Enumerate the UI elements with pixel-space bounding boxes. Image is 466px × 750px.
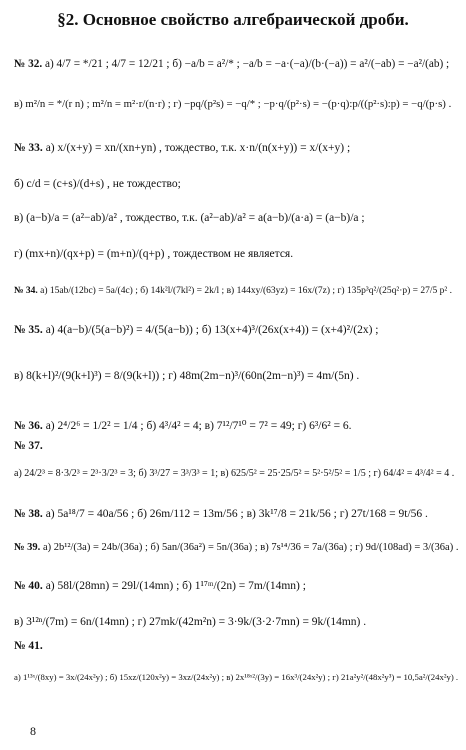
- exercise-text: а) 1¹³ˣ/(8xy) = 3x/(24x²y) ; б) 15xz/(120x²y) = 3xz/(24x²y) ; в) 2x¹⁸ˣ²/(3y) = 16x³/(24x²y) ; г) 21a²y²/(48x²y³) = 10,5a²/(24x²y) .: [14, 672, 459, 682]
- exercise-text: а) 2b¹²/(3a) = 24b/(36a) ; б) 5an/(36a²) = 5n/(36a) ; в) 7s¹⁴/36 = 7a/(36a) ; г) 9d/(108ad) = 3/(36a) .: [42, 542, 459, 553]
- exercise-number: № 34.: [14, 286, 38, 296]
- exercise-number: № 36.: [14, 420, 43, 432]
- exercise-number: № 37.: [14, 440, 43, 452]
- exercise-text: б) c/d = (c+s)/(d+s) , не тождество;: [14, 178, 181, 190]
- exercise-33b: [14, 178, 458, 190]
- exercise-number: № 35.: [14, 324, 43, 336]
- exercise-text: а) 4(a−b)/(5(a−b)²) = 4/(5(a−b)) ; б) 13(x+4)³/(26x(x+4)) = (x+4)²/(2x) ;: [45, 324, 379, 336]
- exercise-text: в) 3¹²ⁿ/(7m) = 6n/(14mn) ; г) 27mk/(42m²n) = 3·9k/(3·2·7mn) = 9k/(14mn) .: [14, 616, 367, 628]
- exercise-number: № 32.: [14, 58, 43, 70]
- exercise-38: [14, 508, 458, 520]
- exercise-37-heading: [14, 440, 458, 452]
- exercise-text: а) 5a¹⁸/7 = 40a/56 ; б) 26m/112 = 13m/56 ; в) 3k¹⁷/8 = 21k/56 ; г) 27t/168 = 9t/56 .: [45, 508, 428, 520]
- exercise-text: в) m²/n = */(r n) ; m²/n = m²·r/(n·r) ; г) −pq/(p²s) = −q/* ; −p·q/(p²·s) = −(p·q):p/((p²·s):p) = −q/(p·s) .: [14, 98, 452, 110]
- exercise-40a: [14, 580, 458, 592]
- exercise-37: [14, 468, 458, 479]
- exercise-number: № 39.: [14, 542, 41, 553]
- page-number: 8: [30, 724, 36, 738]
- exercise-text: г) (mx+n)/(qx+p) = (m+n)/(q+p) , тождеством не является.: [14, 248, 294, 260]
- exercise-text: а) x/(x+y) = xn/(xn+yn) , тождество, т.к. x·n/(n(x+y)) = x/(x+y) ;: [45, 142, 351, 154]
- exercise-text: а) 15ab/(12bc) = 5a/(4c) ; б) 14k²l/(7kl²) = 2k/l ; в) 144xy/(63yz) = 16x/(7z) ; г) 135p³q²/(25q²·p) = 27/5 p² .: [40, 286, 453, 296]
- exercise-39: [14, 542, 458, 553]
- exercise-number: № 40.: [14, 580, 43, 592]
- exercise-35a: [14, 324, 458, 336]
- exercise-33a: [14, 142, 458, 154]
- exercise-text: а) 24/2³ = 8·3/2³ = 2³·3/2³ = 3; б) 3³/27 = 3³/3³ = 1; в) 625/5² = 25·25/5² = 5²·5²/5² = 1/5 ; г) 64/4² = 4³/4² = 4 .: [14, 468, 455, 479]
- exercise-number: № 33.: [14, 142, 43, 154]
- exercise-text: а) 2⁴/2⁶ = 1/2² = 1/4 ; б) 4³/4² = 4; в) 7¹²/7¹⁰ = 7² = 49; г) 6³/6² = 6.: [45, 420, 352, 432]
- exercise-32b: [14, 98, 458, 110]
- exercise-41: [14, 672, 458, 682]
- exercise-33c: [14, 212, 458, 224]
- exercise-number: № 38.: [14, 508, 43, 520]
- exercise-41-heading: [14, 640, 458, 652]
- exercise-number: № 41.: [14, 640, 43, 652]
- exercise-36: [14, 418, 458, 432]
- exercise-32a: [14, 58, 458, 70]
- exercise-text: а) 58l/(28mn) = 29l/(14mn) ; б) 1¹⁷ᵐ/(2n) = 7m/(14mn) ;: [45, 580, 306, 592]
- exercise-40b: [14, 616, 458, 628]
- exercise-text: а) 4/7 = */21 ; 4/7 = 12/21 ; б) −a/b = a²/* ; −a/b = −a·(−a)/(b·(−a)) = a²/(−ab) = −a²/(ab) ;: [45, 58, 450, 70]
- exercise-34: [14, 286, 458, 296]
- exercise-35b: [14, 370, 458, 382]
- page-title: §2. Основное свойство алгебраической дроби.: [57, 10, 409, 29]
- exercise-text: в) 8(k+l)²/(9(k+l)³) = 8/(9(k+l)) ; г) 48m(2m−n)³/(60n(2m−n)³) = 4m/(5n) .: [14, 370, 360, 382]
- exercise-text: в) (a−b)/a = (a²−ab)/a² , тождество, т.к. (a²−ab)/a² = a(a−b)/(a·a) = (a−b)/a ;: [14, 212, 365, 224]
- exercise-33d: [14, 248, 458, 260]
